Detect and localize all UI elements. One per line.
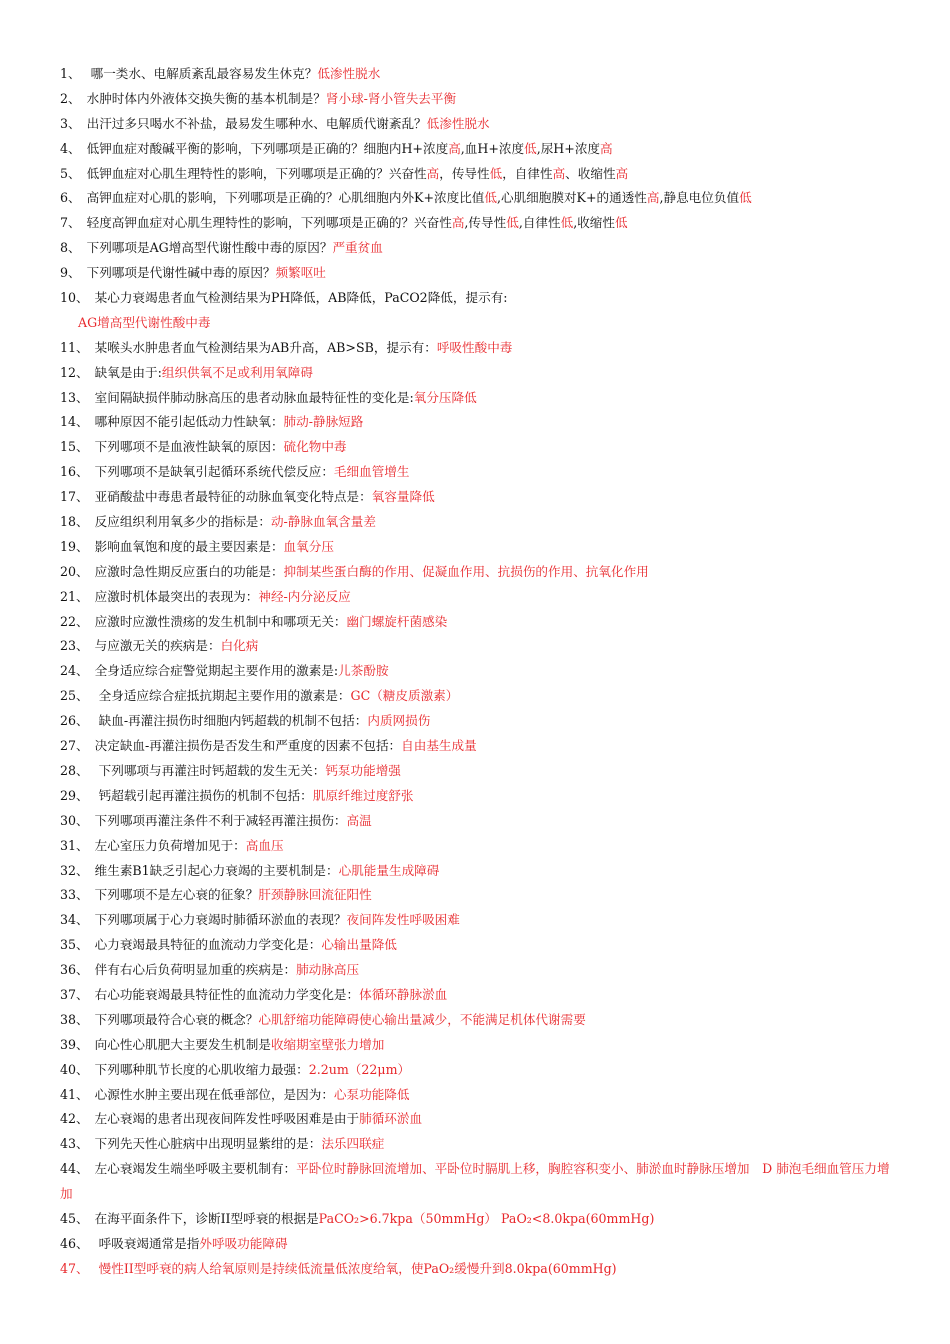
question-text: 某心力衰竭患者血气检测结果为PH降低，AB降低，PaCO2降低，提示有: (94, 290, 508, 306)
question-text: 下列哪项与再灌注时钙超载的发生无关： (94, 762, 326, 778)
question-text: 右心功能衰竭最具特征性的血流动力学变化是： (94, 986, 360, 1002)
question-text: 低钾血症对心肌生理特性的影响，下列哪项是正确的？兴奋性 (86, 165, 427, 181)
question-text: ,心肌细胞膜对K+的通透性 (496, 190, 647, 206)
question-item (60, 859, 900, 884)
answer-text: 肺动脉高压 (296, 962, 360, 978)
answer-text: 高 (646, 190, 660, 206)
answer-text: 神经-内分泌反应 (258, 588, 351, 604)
question-item (60, 634, 900, 659)
question-item (60, 933, 900, 958)
question-text: 慢性II型呼衰的病人给氧原则是 (94, 1260, 273, 1276)
question-number: 38、 (60, 1011, 89, 1027)
question-item (60, 958, 900, 983)
question-text: 全身适应综合症警觉期起主要作用的激素是: (94, 663, 339, 679)
question-number: 16、 (60, 464, 89, 480)
question-number: 46、 (60, 1235, 89, 1251)
question-number: 1、 (60, 66, 81, 81)
question-item (60, 211, 900, 236)
answer-text: 高 (600, 140, 613, 156)
answer-text: 呼吸性酸中毒 (436, 339, 513, 355)
question-item (60, 1058, 900, 1083)
answer-text: 低 (506, 215, 519, 231)
question-text: 缺氧是由于: (94, 364, 162, 380)
answer-text: 高 (448, 140, 461, 156)
answer-text: 肝颈静脉回流征阳性 (258, 887, 372, 903)
question-number: 19、 (60, 538, 89, 554)
answer-text: 法乐四联症 (321, 1136, 385, 1152)
question-text: 呼吸衰竭通常是指 (94, 1235, 200, 1251)
question-number: 31、 (60, 837, 89, 853)
answer-text: GC（糖皮质激素） (350, 688, 459, 704)
question-text: 向心性心肌肥大主要发生机制是 (94, 1036, 271, 1052)
question-text: 反应组织利用氧多少的指标是： (94, 514, 271, 530)
question-item (60, 1207, 900, 1232)
question-item (60, 1132, 900, 1157)
question-text: 哪种原因不能引起低动力性缺氧： (94, 414, 284, 430)
question-number: 26、 (60, 713, 89, 729)
question-number: 20、 (60, 563, 89, 579)
question-number: 8、 (60, 240, 81, 256)
question-number: 45、 (60, 1211, 89, 1226)
question-text: 下列哪项不是左心衰的征象？ (94, 887, 259, 903)
question-number: 21、 (60, 588, 89, 604)
question-text: 全身适应综合症抵抗期起主要作用的激素是： (94, 688, 351, 704)
answer-text: 低 (615, 215, 628, 231)
question-text: 哪一类水、电解质紊乱最容易发生休克？ (86, 66, 318, 81)
question-text: 下列哪种肌节长度的心肌收缩力最强： (94, 1061, 309, 1077)
question-text: 伴有右心后负荷明显加重的疾病是： (94, 962, 297, 978)
question-number: 39、 (60, 1036, 89, 1052)
question-item (60, 709, 900, 734)
answer-text: 高血压 (245, 837, 284, 853)
question-item (60, 560, 900, 585)
answer-text: 组织供氧不足或利用氧障碍 (161, 364, 313, 380)
answer-text: 低渗性脱水 (317, 66, 381, 81)
question-text: 心力衰竭最具特征的血流动力学变化是： (94, 937, 322, 953)
answer-text: 2.2um（22μm） (308, 1061, 411, 1077)
answer-text: 毛细血管增生 (333, 464, 410, 480)
question-number: 24、 (60, 663, 89, 679)
question-number: 29、 (60, 787, 89, 803)
question-item (60, 435, 900, 460)
answer-text: 严重贫血 (332, 240, 383, 256)
answer-text: 高温 (346, 812, 372, 828)
answer-text: 自由基生成量 (401, 738, 477, 754)
question-text: 室间隔缺损伴肺动脉高压的患者动脉血最特征性的变化是: (94, 389, 414, 405)
question-number: 6、 (60, 190, 81, 206)
question-item (60, 311, 900, 336)
question-item (60, 261, 900, 286)
question-text: 水肿时体内外液体交换失衡的基本机制是？ (86, 90, 326, 106)
question-text: 与应激无关的疾病是： (94, 638, 221, 654)
question-text: 出汗过多只喝水不补盐，最易发生哪种水、电解质代谢紊乱？ (86, 115, 427, 131)
question-number: 40、 (60, 1061, 89, 1077)
question-item (60, 112, 900, 137)
question-text: 应激时应激性溃疡的发生机制中和哪项无关： (94, 613, 347, 629)
question-item (60, 684, 900, 709)
answer-text: 儿茶酚胺 (338, 663, 389, 679)
answer-text: 低 (484, 190, 497, 206)
question-item (60, 610, 900, 635)
question-item (60, 162, 900, 187)
question-text: 下列哪项最符合心衰的概念？ (94, 1011, 259, 1027)
question-item (60, 585, 900, 610)
answer-text: 氧容量降低 (371, 489, 435, 505)
question-text: 应激时急性期反应蛋白的功能是： (94, 563, 284, 579)
answer-text: 肺循环淤血 (359, 1111, 423, 1127)
question-item (60, 336, 900, 361)
question-item (60, 535, 900, 560)
question-text: 下列哪项不是血液性缺氧的原因： (94, 439, 284, 455)
question-text: 钙超载引起再灌注损伤的机制不包括： (94, 787, 313, 803)
question-number: 35、 (60, 937, 89, 953)
question-number: 36、 (60, 962, 89, 978)
question-text: 下列哪项不是缺氧引起循环系统代偿反应： (94, 464, 334, 480)
question-text: 左心衰竭发生端坐呼吸主要机制有： (94, 1161, 297, 1177)
answer-text: 低渗性脱水 (426, 115, 490, 131)
question-number: 14、 (60, 414, 89, 430)
question-text: ,收缩性 (573, 215, 615, 231)
question-text: 低钾血症对酸碱平衡的影响，下列哪项是正确的？细胞内H+浓度 (86, 140, 449, 156)
question-text: 应激时机体最突出的表现为： (94, 588, 259, 604)
question-text: ,血H+浓度 (460, 140, 525, 156)
question-text: 下列哪项再灌注条件不利于减轻再灌注损伤： (94, 812, 347, 828)
question-number: 42、 (60, 1111, 89, 1127)
question-text: ，传导性 (439, 165, 490, 181)
question-item (60, 1008, 900, 1033)
question-item (60, 834, 900, 859)
answer-text: 抑制某些蛋白酶的作用、促凝血作用、抗损伤的作用、抗氧化作用 (283, 563, 649, 579)
question-item (60, 1107, 900, 1132)
question-number: 13、 (60, 389, 89, 405)
question-item (60, 186, 900, 211)
answer-text: 血氧分压 (283, 538, 334, 554)
question-item (60, 510, 900, 535)
answer-text: 低 (739, 190, 752, 206)
question-text: 影响血氧饱和度的最主要因素是： (94, 538, 284, 554)
question-number: 32、 (60, 862, 89, 878)
answer-text: 夜间阵发性呼吸困难 (346, 912, 460, 928)
question-item (60, 87, 900, 112)
question-text: 下列哪项是代谢性碱中毒的原因？ (86, 265, 276, 281)
question-number: 34、 (60, 912, 89, 928)
question-text: 左心室压力负荷增加见于： (94, 837, 246, 853)
answer-text: 高 (426, 165, 440, 181)
question-text: 决定缺血-再灌注损伤是否发生和严重度的因素不包括： (94, 738, 402, 754)
answer-text: 平卧位时静脉回流增加、平卧位时膈肌上移，胸腔容积变小、肺淤血时静脉压增加 D 肺泡毛细血管压力增加 (60, 1161, 890, 1202)
question-number: 33、 (60, 887, 89, 903)
answer-text: 收缩期室壁张力增加 (270, 1036, 385, 1052)
question-item (60, 460, 900, 485)
question-text: 缺血-再灌注损伤时细胞内钙超载的机制不包括： (94, 713, 368, 729)
question-text: 某喉头水肿患者血气检测结果为AB升高，AB>SB，提示有： (94, 339, 437, 355)
question-number: 17、 (60, 489, 89, 505)
question-number: 5、 (60, 165, 81, 181)
question-item (60, 1033, 900, 1058)
question-text: 高钾血症对心肌的影响，下列哪项是正确的？心肌细胞内外K+浓度比值 (86, 190, 485, 206)
question-text: 左心衰竭的患者出现夜间阵发性呼吸困难是由于 (94, 1111, 360, 1127)
question-item (60, 1083, 900, 1108)
question-item (60, 1157, 900, 1207)
question-item (60, 759, 900, 784)
question-number: 47、 (60, 1260, 89, 1276)
question-number: 41、 (60, 1086, 89, 1102)
question-item (60, 62, 900, 87)
question-item (60, 485, 900, 510)
answer-text: 动-静脉血氧含量差 (270, 514, 376, 530)
question-text: ，自律性 (502, 165, 553, 181)
answer-text: 氧分压降低 (413, 389, 477, 405)
question-text: ,传导性 (464, 215, 507, 231)
answer-text: 心肌能量生成障碍 (338, 862, 440, 878)
question-item (60, 734, 900, 759)
question-number: 15、 (60, 439, 89, 455)
question-text: 心源性水肿主要出现在低垂部位，是因为： (94, 1086, 334, 1102)
question-text: 维生素B1缺乏引起心力衰竭的主要机制是： (94, 862, 339, 878)
answer-text: 内质网损伤 (367, 713, 431, 729)
answer-text: 肺动-静脉短路 (283, 414, 364, 430)
question-item (60, 883, 900, 908)
question-text: 亚硝酸盐中毒患者最特征的动脉血氧变化特点是： (94, 489, 372, 505)
question-number: 12、 (60, 364, 89, 380)
answer-text: 高 (615, 165, 629, 181)
answer-text: 低 (560, 215, 574, 231)
question-text: 下列哪项是AG增高型代谢性酸中毒的原因？ (86, 240, 333, 256)
answer-text: 体循环静脉淤血 (359, 986, 448, 1002)
question-text: ,尿H+浓度 (536, 140, 601, 156)
answer-text: AG增高型代谢性酸中毒 (78, 314, 211, 330)
answer-text: 高 (451, 215, 465, 231)
question-number: 28、 (60, 762, 89, 778)
answer-text: 频繁呕吐 (275, 265, 326, 281)
question-number: 23、 (60, 638, 89, 654)
answer-text: 低 (489, 165, 503, 181)
question-text: 下列哪项属于心力衰竭时肺循环淤血的表现？ (94, 912, 347, 928)
answer-text: 肌原纤维过度舒张 (312, 787, 414, 803)
question-number: 44、 (60, 1161, 89, 1177)
question-item (60, 236, 900, 261)
question-number: 9、 (60, 265, 81, 281)
question-item (60, 809, 900, 834)
question-text: 下列先天性心脏病中出现明显紫绀的是： (94, 1136, 322, 1152)
question-text: ,静息电位负值 (659, 190, 740, 206)
answer-text: 外呼吸功能障碍 (199, 1235, 288, 1251)
question-item (60, 386, 900, 411)
answer-text: 肾小球-肾小管失去平衡 (325, 90, 457, 106)
answer-text: 白化病 (220, 638, 259, 654)
question-number: 4、 (60, 140, 81, 156)
answer-text: 心肌舒缩功能障碍使心输出量减少，不能满足机体代谢需要 (258, 1011, 586, 1027)
question-number: 3、 (60, 115, 81, 131)
question-text: 轻度高钾血症对心肌生理特性的影响，下列哪项是正确的？兴奋性 (86, 215, 452, 231)
question-number: 18、 (60, 514, 89, 530)
question-item (60, 659, 900, 684)
question-item (60, 784, 900, 809)
question-text: 在海平面条件下，诊断II型呼衰的根据是 (94, 1211, 319, 1226)
answer-text: 心输出量降低 (321, 937, 397, 953)
question-text: 、收缩性 (565, 165, 616, 181)
question-item (60, 1232, 900, 1257)
answer-text: PaCO₂>6.7kpa（50mmHg） PaO₂<8.0kpa(60mmHg) (318, 1211, 655, 1226)
document-page (60, 62, 900, 1282)
question-number: 37、 (60, 986, 89, 1002)
question-item (60, 286, 900, 311)
answer-text: 低 (524, 140, 537, 156)
question-item (60, 983, 900, 1008)
question-item (60, 361, 900, 386)
question-item (60, 1257, 900, 1282)
answer-text: 幽门螺旋杆菌感染 (346, 613, 448, 629)
answer-text: 硫化物中毒 (283, 439, 347, 455)
question-number: 22、 (60, 613, 89, 629)
question-number: 7、 (60, 215, 81, 231)
question-number: 43、 (60, 1136, 89, 1152)
answer-text: 心泵功能降低 (333, 1086, 410, 1102)
answer-text: 钙泵功能增强 (325, 762, 401, 778)
question-number: 25、 (60, 688, 89, 704)
question-number: 11、 (60, 339, 89, 355)
question-item (60, 908, 900, 933)
question-number: 10、 (60, 290, 89, 306)
answer-text: 高 (552, 165, 566, 181)
question-number: 30、 (60, 812, 89, 828)
answer-text: 持续低流量低浓度给氧，使PaO₂缓慢升到8.0kpa(60mmHg) (272, 1260, 617, 1276)
question-text: ,自律性 (518, 215, 561, 231)
question-item (60, 137, 900, 162)
question-number: 2、 (60, 90, 81, 106)
question-item (60, 410, 900, 435)
question-number: 27、 (60, 738, 89, 754)
